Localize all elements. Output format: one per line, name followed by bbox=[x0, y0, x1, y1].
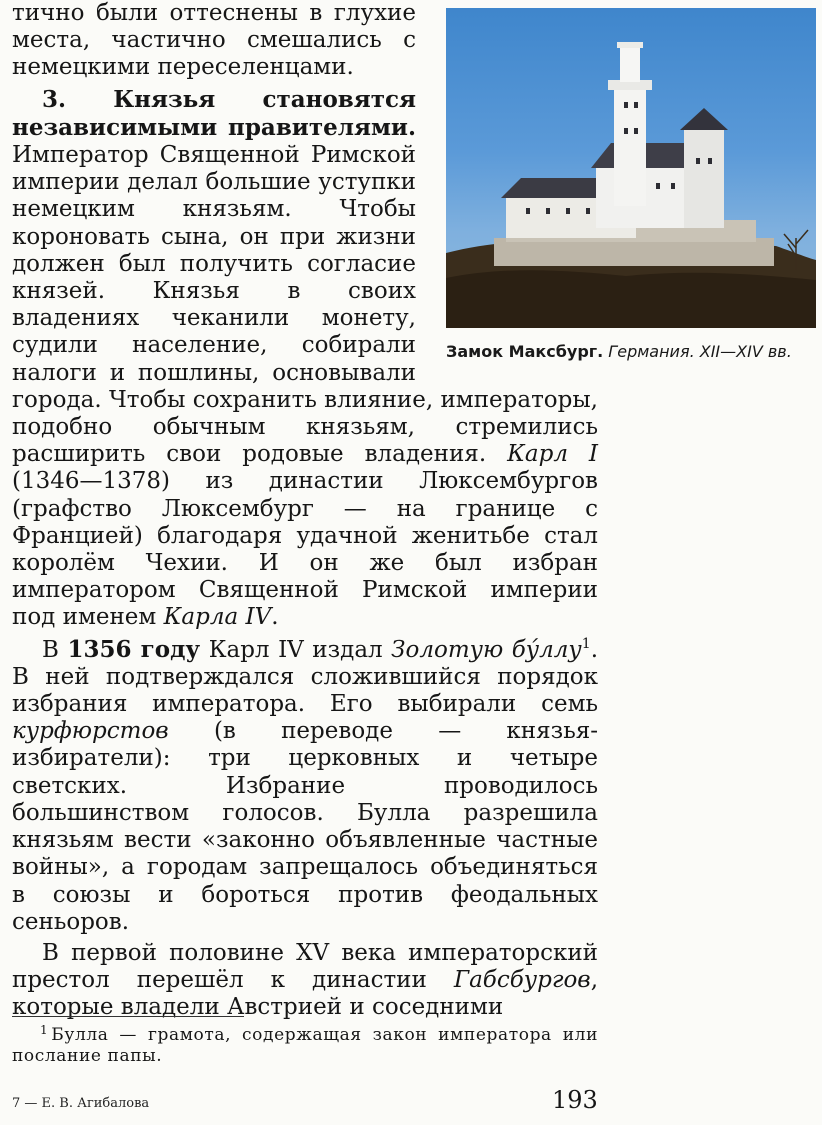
paragraph-habsburgs bbox=[12, 940, 598, 1022]
figure-caption bbox=[446, 342, 816, 362]
printer-signature: 7 — Е. В. Агибалова bbox=[12, 1096, 150, 1111]
paragraph-text: тично были оттеснены в глухие места, частично смешались с немецкими переселенцами. bbox=[12, 0, 416, 81]
caption-title: Замок Максбург. bbox=[446, 342, 604, 361]
caption-note: Германия. XII—XIV вв. bbox=[603, 342, 792, 361]
page-number: 193 bbox=[552, 1086, 598, 1114]
term-golden-bull: Золотую бу́ллу bbox=[391, 636, 582, 663]
paragraph-text: . bbox=[271, 604, 279, 631]
term-electors: курфюрстов bbox=[12, 718, 169, 745]
castle-illustration-icon bbox=[446, 8, 816, 328]
section-heading: 3. Князья становятся независимыми правителями. bbox=[12, 85, 416, 141]
paragraph-text: . В ней подтверждался сложившийся порядок избрания императора. Его выбирали семь bbox=[12, 636, 599, 718]
footnote-reference[interactable]: 1 bbox=[581, 635, 591, 652]
year-highlight: 1356 году bbox=[67, 635, 201, 663]
paragraph-text: В bbox=[42, 636, 68, 663]
paragraph-text: (1346—1378) из династии Люксембургов (графство Люксембург — на границе с Францией) благодаря удачной женитьбе стал королём Чехии. И он же был избран императором Священной Римской империи под именем bbox=[12, 468, 598, 631]
footnote-text: Булла — грамота, содержащая закон императора или послание папы. bbox=[12, 1025, 598, 1066]
footnote bbox=[12, 1025, 598, 1067]
castle-photo bbox=[446, 8, 816, 328]
footnote-divider bbox=[12, 1016, 244, 1017]
term-karl-i: Карл I bbox=[507, 441, 598, 468]
paragraph-golden-bull bbox=[12, 636, 598, 936]
paragraph-text: (в переводе — князья-избиратели): три церковных и четыре светских. Избрание проводилось большинством голосов. Булла разрешила князьям вести «законно объявленные частные войны», а городам запрещалось объединяться в союзы и бороться против феодальных сеньоров. bbox=[12, 718, 598, 935]
footnote-mark: 1 bbox=[40, 1023, 49, 1037]
paragraph-text: В первой половине XV века императорский престол перешёл к династии bbox=[12, 939, 598, 994]
paragraph-text: Император Священной Римской империи делал большие уступки немецким князьям. Чтобы короновать сына, он при жизни должен был получить согласие князей. Князья в своих владениях чеканили монету, судили население, собирали налоги и пошлины, основывали города. Чтобы сохранить влияние, императоры, подобно обычным князьям, стремились расширить свои родовые владения. bbox=[12, 142, 598, 468]
term-habsburgs: Габсбургов bbox=[453, 967, 591, 994]
paragraph-text: Карл IV издал bbox=[200, 636, 392, 663]
term-karl-iv: Карла IV bbox=[163, 604, 272, 631]
paragraph-text: , которые владели Австрией и соседними bbox=[12, 967, 598, 1021]
